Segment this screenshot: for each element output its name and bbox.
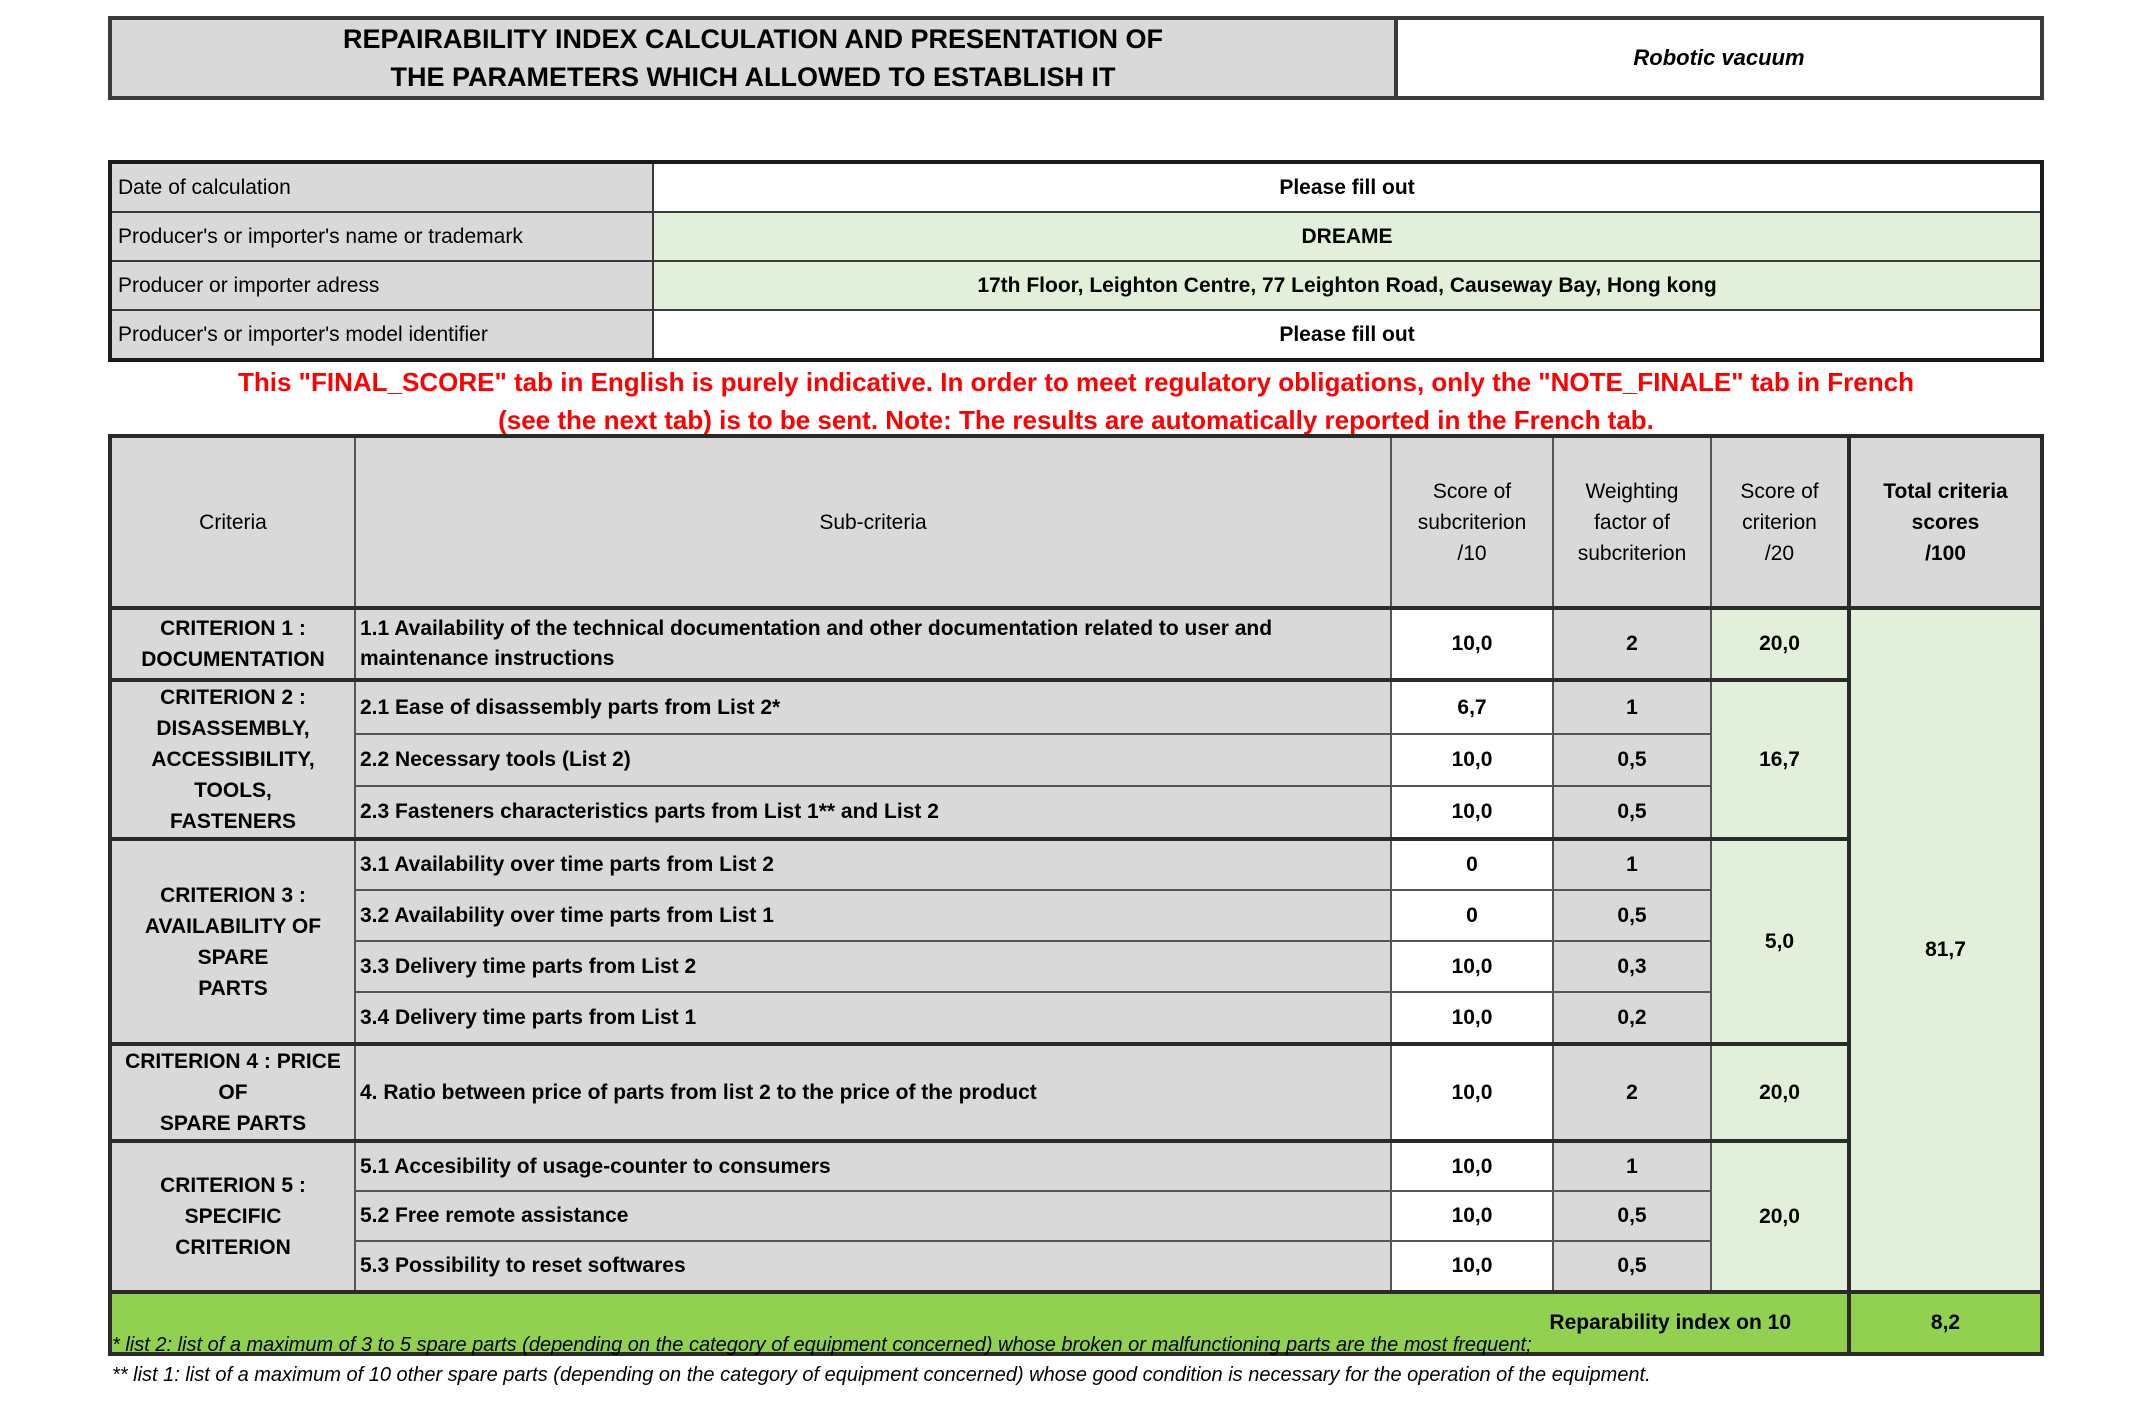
criterion-score: 20,0 (1711, 608, 1849, 680)
sub-criterion-label (355, 890, 1391, 941)
document-title (110, 18, 1396, 98)
col-text: criterion (1742, 510, 1817, 534)
sub-criterion-line: 4. Ratio between price of parts from list 2 to the price of the product (360, 1080, 1037, 1104)
criterion-name-line: DOCUMENTATION (141, 648, 325, 671)
sub-criterion-line: 3.2 Availability over time parts from List 1 (360, 903, 774, 927)
notice-line-2: (see the next tab) is to be sent. Note: The results are automatically reported in the French tab. (498, 405, 1654, 435)
total-criteria-score: 81,7 (1849, 608, 2042, 1292)
model-identifier-field[interactable]: Please fill out (653, 310, 2042, 360)
col-text: Weighting (1585, 479, 1679, 503)
subcriterion-score[interactable]: 0 (1391, 890, 1553, 941)
info-label: Producer or importer adress (110, 261, 653, 310)
col-score-subcriterion (1391, 436, 1553, 608)
sub-criterion-line: 3.3 Delivery time parts from List 2 (360, 954, 697, 978)
col-sub-criteria: Sub-criteria (355, 436, 1391, 608)
criterion-name (110, 1044, 355, 1141)
table-header-row (110, 436, 2042, 608)
col-text: /20 (1764, 541, 1795, 565)
info-row (110, 162, 2042, 212)
subcriterion-score[interactable]: 10,0 (1391, 941, 1553, 992)
sub-criterion-label (355, 941, 1391, 992)
col-text: scores (1911, 510, 1980, 534)
weighting-factor: 0,2 (1553, 992, 1711, 1044)
table-row (110, 1141, 2042, 1191)
sub-criterion-label (355, 1241, 1391, 1292)
sub-criterion-line: 1.1 Availability of the technical documentation and other documentation related to user and (360, 617, 1273, 640)
criterion-name-line: ACCESSIBILITY, TOOLS, (151, 748, 315, 802)
info-label: Producer's or importer's name or trademark (110, 212, 653, 261)
weighting-factor: 0,5 (1553, 890, 1711, 941)
sub-criterion-line: 3.4 Delivery time parts from List 1 (360, 1005, 697, 1029)
info-label: Producer's or importer's model identifier (110, 310, 653, 360)
producer-name-field[interactable]: DREAME (653, 212, 2042, 261)
sub-criterion-label (355, 1191, 1391, 1241)
score-table (108, 434, 2044, 1356)
subcriterion-score[interactable]: 10,0 (1391, 1191, 1553, 1241)
criterion-name-line: FASTENERS (169, 810, 297, 833)
col-total-scores (1849, 436, 2042, 608)
criterion-name-line: CRITERION 1 : (160, 617, 306, 640)
criterion-score: 5,0 (1711, 839, 1849, 1044)
product-category: Robotic vacuum (1396, 18, 2042, 98)
subcriterion-score[interactable]: 0 (1391, 839, 1553, 890)
sub-criterion-label (355, 1044, 1391, 1141)
criterion-name-line: AVAILABILITY OF SPARE (144, 914, 322, 969)
criterion-name-line: CRITERION (175, 1236, 291, 1259)
subcriterion-score[interactable]: 10,0 (1391, 1044, 1553, 1141)
reparability-index-label: Reparability index on 10 (110, 1292, 1849, 1354)
col-text: Score of (1432, 479, 1512, 503)
criterion-name-line: PARTS (198, 976, 268, 1000)
sub-criterion-line: 5.1 Accesibility of usage-counter to consumers (360, 1154, 831, 1178)
sub-criterion-line: 2.3 Fasteners characteristics parts from List 1** and List 2 (360, 799, 939, 823)
producer-address-field[interactable]: 17th Floor, Leighton Centre, 77 Leighton Road, Causeway Bay, Hong kong (653, 261, 2042, 310)
subcriterion-score[interactable]: 10,0 (1391, 608, 1553, 680)
sub-criterion-line: 2.1 Ease of disassembly parts from List 2* (360, 695, 781, 719)
criterion-name (110, 608, 355, 680)
weighting-factor: 0,5 (1553, 786, 1711, 839)
sub-criterion-line: 3.1 Availability over time parts from List 2 (360, 853, 774, 876)
criterion-name-line: CRITERION 5 : SPECIFIC (160, 1174, 306, 1228)
info-row (110, 310, 2042, 360)
weighting-factor: 0,3 (1553, 941, 1711, 992)
sub-criterion-label (355, 734, 1391, 786)
reparability-index-value: 8,2 (1849, 1292, 2042, 1354)
info-label: Date of calculation (110, 162, 653, 212)
criterion-name (110, 839, 355, 1044)
info-table (108, 160, 2044, 362)
sub-criterion-line: 2.2 Necessary tools (List 2) (360, 748, 631, 771)
criterion-name-line: CRITERION 3 : (160, 883, 306, 907)
header-table (108, 16, 2044, 100)
sub-criterion-label (355, 608, 1391, 680)
criterion-name-line: CRITERION 4 : PRICE OF (125, 1050, 341, 1104)
subcriterion-score[interactable]: 10,0 (1391, 992, 1553, 1044)
criterion-score: 20,0 (1711, 1141, 1849, 1292)
date-field[interactable]: Please fill out (653, 162, 2042, 212)
table-row (110, 1044, 2042, 1141)
footnote-list-1: ** list 1: list of a maximum of 10 other spare parts (depending on the category of equipment concerned) whose good condition is necessary for the operation of the equipment. (112, 1364, 1651, 1386)
footnote-list-2: * list 2: list of a maximum of 3 to 5 spare parts (depending on the category of equipment concerned) whose broken or malfunctioning parts are the most frequent; (112, 1334, 1532, 1356)
criterion-name-line: SPARE PARTS (159, 1112, 307, 1135)
subcriterion-score[interactable]: 10,0 (1391, 1241, 1553, 1292)
weighting-factor: 1 (1553, 680, 1711, 734)
info-row (110, 212, 2042, 261)
sub-criterion-line: 5.2 Free remote assistance (360, 1204, 629, 1227)
col-text: subcriterion (1577, 541, 1687, 565)
col-text: subcriterion (1417, 510, 1527, 534)
sub-criterion-label (355, 839, 1391, 890)
criterion-score: 16,7 (1711, 680, 1849, 839)
title-line-2: THE PARAMETERS WHICH ALLOWED TO ESTABLISH IT (390, 62, 1116, 92)
weighting-factor: 1 (1553, 1141, 1711, 1191)
criterion-name (110, 1141, 355, 1292)
criterion-name-line: CRITERION 2 : (160, 686, 306, 709)
col-text: /10 (1457, 541, 1487, 565)
sub-criterion-label (355, 680, 1391, 734)
weighting-factor: 0,5 (1553, 1241, 1711, 1292)
notice-text (108, 363, 2044, 439)
col-criteria: Criteria (110, 436, 355, 608)
col-text: Score of (1740, 479, 1819, 503)
subcriterion-score[interactable]: 10,0 (1391, 1141, 1553, 1191)
notice-line-1: This "FINAL_SCORE" tab in English is purely indicative. In order to meet regulatory obligations, only the "NOTE_FINALE" tab in French (238, 367, 1914, 397)
col-weighting-factor (1553, 436, 1711, 608)
table-row (110, 608, 2042, 680)
criterion-name-line: DISASSEMBLY, (156, 717, 310, 740)
col-text: factor of (1594, 510, 1670, 534)
weighting-factor: 0,5 (1553, 1191, 1711, 1241)
criterion-score: 20,0 (1711, 1044, 1849, 1141)
col-text: /100 (1925, 541, 1966, 565)
col-text: Total criteria (1883, 479, 2008, 503)
weighting-factor: 1 (1553, 839, 1711, 890)
criterion-name (110, 680, 355, 839)
sub-criterion-label (355, 1141, 1391, 1191)
sub-criterion-label (355, 992, 1391, 1044)
weighting-factor: 2 (1553, 1044, 1711, 1141)
subcriterion-score[interactable]: 10,0 (1391, 786, 1553, 839)
col-score-criterion (1711, 436, 1849, 608)
info-row (110, 261, 2042, 310)
weighting-factor: 2 (1553, 608, 1711, 680)
sub-criterion-label (355, 786, 1391, 839)
title-line-1: REPAIRABILITY INDEX CALCULATION AND PRESENTATION OF (342, 24, 1163, 54)
weighting-factor: 0,5 (1553, 734, 1711, 786)
subcriterion-score[interactable]: 10,0 (1391, 734, 1553, 786)
sub-criterion-line: 5.3 Possibility to reset softwares (360, 1254, 686, 1277)
table-row (110, 680, 2042, 734)
table-row (110, 839, 2042, 890)
subcriterion-score[interactable]: 6,7 (1391, 680, 1553, 734)
sub-criterion-line: maintenance instructions (360, 647, 615, 670)
